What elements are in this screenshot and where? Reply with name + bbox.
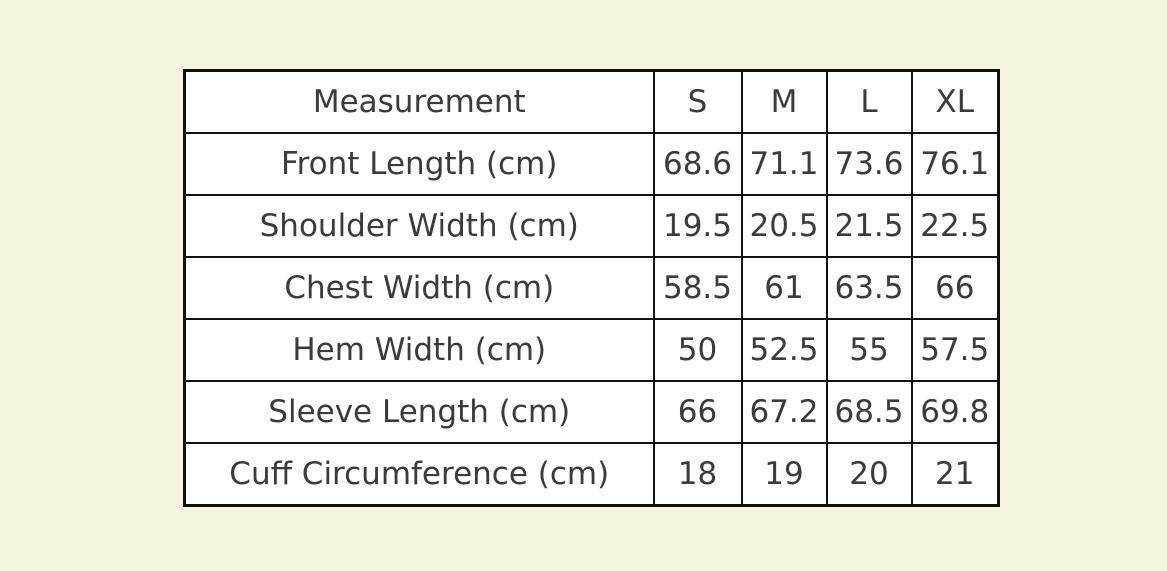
header-cell-size-l: L (827, 71, 912, 134)
value-cell: 52.5 (742, 319, 827, 381)
table-row (185, 319, 999, 381)
value-cell: 19 (742, 443, 827, 506)
value-cell: 21.5 (827, 195, 912, 257)
value-cell: 67.2 (742, 381, 827, 443)
row-label-cell: Hem Width (cm) (185, 319, 654, 381)
table-body (185, 133, 999, 506)
size-chart-container (183, 69, 1000, 507)
value-cell: 73.6 (827, 133, 912, 195)
table-row (185, 443, 999, 506)
value-cell: 76.1 (912, 133, 999, 195)
value-cell: 20 (827, 443, 912, 506)
value-cell: 71.1 (742, 133, 827, 195)
value-cell: 50 (654, 319, 742, 381)
size-chart-table (183, 69, 1000, 507)
value-cell: 66 (912, 257, 999, 319)
value-cell: 18 (654, 443, 742, 506)
value-cell: 61 (742, 257, 827, 319)
table-row (185, 257, 999, 319)
header-cell-measurement: Measurement (185, 71, 654, 134)
value-cell: 21 (912, 443, 999, 506)
table-header-row (185, 71, 999, 134)
table-row (185, 133, 999, 195)
value-cell: 20.5 (742, 195, 827, 257)
value-cell: 22.5 (912, 195, 999, 257)
row-label-cell: Shoulder Width (cm) (185, 195, 654, 257)
value-cell: 55 (827, 319, 912, 381)
row-label-cell: Chest Width (cm) (185, 257, 654, 319)
value-cell: 57.5 (912, 319, 999, 381)
value-cell: 68.5 (827, 381, 912, 443)
value-cell: 19.5 (654, 195, 742, 257)
header-cell-size-s: S (654, 71, 742, 134)
value-cell: 58.5 (654, 257, 742, 319)
row-label-cell: Front Length (cm) (185, 133, 654, 195)
row-label-cell: Sleeve Length (cm) (185, 381, 654, 443)
header-cell-size-m: M (742, 71, 827, 134)
value-cell: 66 (654, 381, 742, 443)
value-cell: 69.8 (912, 381, 999, 443)
header-cell-size-xl: XL (912, 71, 999, 134)
table-row (185, 195, 999, 257)
row-label-cell: Cuff Circumference (cm) (185, 443, 654, 506)
table-row (185, 381, 999, 443)
value-cell: 63.5 (827, 257, 912, 319)
value-cell: 68.6 (654, 133, 742, 195)
